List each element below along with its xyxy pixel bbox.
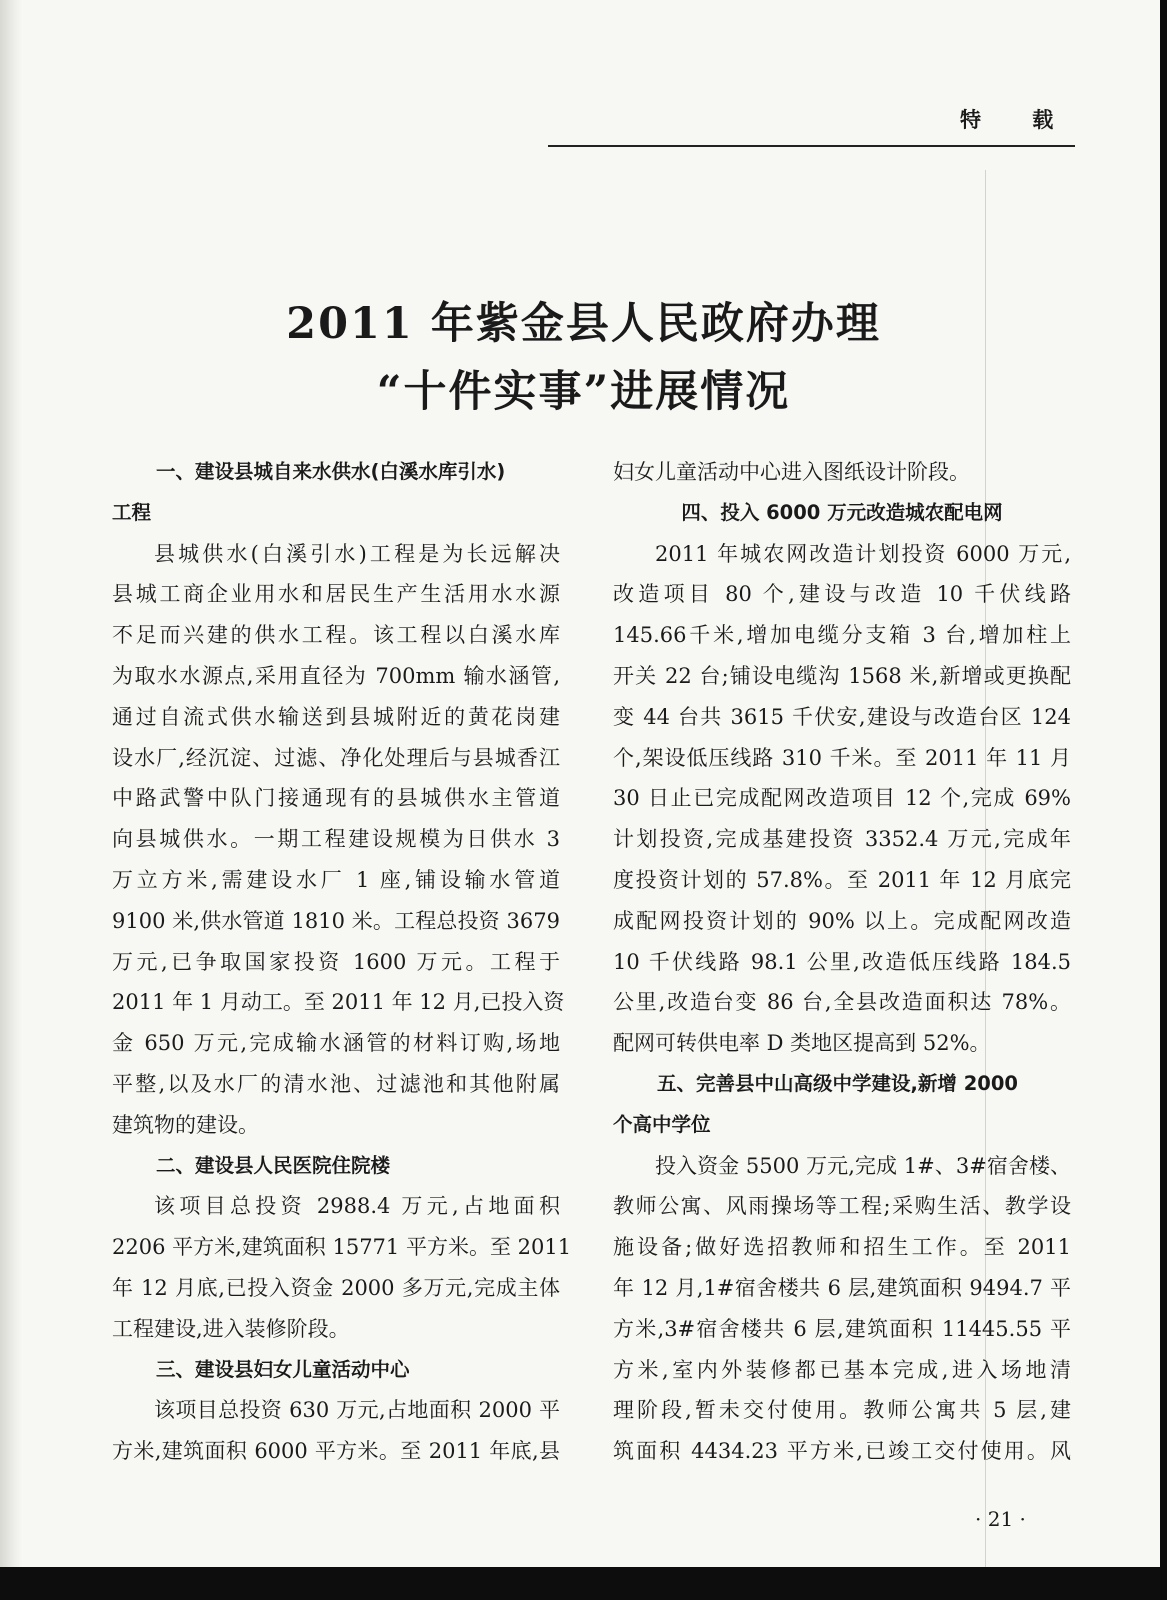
section-heading-4: 四、投入 6000 万元改造城农配电网 xyxy=(681,500,1003,524)
paragraph-line: 向县城供水。一期工程建设规模为日供水 3 xyxy=(112,827,560,852)
paragraph-line: 配网可转供电率 D 类地区提高到 52%。 xyxy=(613,1031,991,1056)
scan-edge-bottom xyxy=(0,1567,1167,1600)
paragraph-line: 方米,建筑面积 6000 平方米。至 2011 年底,县 xyxy=(112,1439,560,1464)
page-title-line-2: “十件实事”进展情况 xyxy=(376,367,791,417)
paragraph-line: 年 12 月底,已投入资金 2000 多万元,完成主体 xyxy=(112,1275,560,1300)
paragraph-line: 改造项目 80 个,建设与改造 10 千伏线路 xyxy=(613,582,1071,607)
paragraph-line: 2206 平方米,建筑面积 15771 平方米。至 2011 xyxy=(112,1235,572,1260)
paragraph-line: 方米,3#宿舍楼共 6 层,建筑面积 11445.55 平 xyxy=(613,1316,1071,1341)
paragraph-line: 成配网投资计划的 90% 以上。完成配网改造 xyxy=(613,908,1071,933)
paragraph-line: 2011 年城农网改造计划投资 6000 万元, xyxy=(655,541,1071,566)
right-column xyxy=(613,452,1071,1472)
paragraph-line: 公里,改造台变 86 台,全县改造面积达 78%。 xyxy=(613,990,1071,1015)
section-heading-1-cont: 工程 xyxy=(112,500,152,524)
paragraph-line: 县城供水(白溪引水)工程是为长远解决 xyxy=(154,541,560,566)
paragraph-line: 施设备;做好选招教师和招生工作。至 2011 xyxy=(613,1235,1071,1260)
paragraph-line: 不足而兴建的供水工程。该工程以白溪水库 xyxy=(112,623,560,648)
paragraph-line: 设水厂,经沉淀、过滤、净化处理后与县城香江 xyxy=(112,745,560,770)
section-rule xyxy=(548,145,1075,147)
paragraph-line: 30 日止已完成配网改造项目 12 个,完成 69% xyxy=(613,786,1071,811)
paragraph-line: 筑面积 4434.23 平方米,已竣工交付使用。风 xyxy=(613,1439,1071,1464)
paragraph-line: 变 44 台共 3615 千伏安,建设与改造台区 124 xyxy=(613,704,1071,729)
paragraph-line: 10 千伏线路 98.1 公里,改造低压线路 184.5 xyxy=(613,949,1071,974)
paragraph-line: 该项目总投资 2988.4 万元,占地面积 xyxy=(154,1194,560,1219)
paragraph-line: 该项目总投资 630 万元,占地面积 2000 平 xyxy=(154,1398,560,1423)
paragraph-line: 金 650 万元,完成输水涵管的材料订购,场地 xyxy=(112,1031,560,1056)
paragraph-line: 建筑物的建设。 xyxy=(112,1112,259,1137)
section-heading-5: 五、完善县中山高级中学建设,新增 2000 xyxy=(657,1071,1018,1095)
page-number: · 21 · xyxy=(975,1507,1026,1531)
paragraph-line: 9100 米,供水管道 1810 米。工程总投资 3679 xyxy=(112,908,560,933)
paragraph-line: 为取水水源点,采用直径为 700mm 输水涵管, xyxy=(112,663,560,688)
section-heading-5-cont: 个高中学位 xyxy=(613,1112,711,1136)
paragraph-line: 计划投资,完成基建投资 3352.4 万元,完成年 xyxy=(613,827,1071,852)
section-heading-1: 一、建设县城自来水供水(白溪水库引水) xyxy=(156,460,506,483)
page-binding-shadow xyxy=(0,0,22,1600)
paragraph-line: 万元,已争取国家投资 1600 万元。工程于 xyxy=(112,949,560,974)
paragraph-line: 平整,以及水厂的清水池、过滤池和其他附属 xyxy=(112,1071,560,1096)
paragraph-line: 通过自流式供水输送到县城附近的黄花岗建 xyxy=(112,704,560,729)
paragraph-line: 中路武警中队门接通现有的县城供水主管道 xyxy=(112,786,560,811)
paragraph-line: 开关 22 台;铺设电缆沟 1568 米,新增或更换配 xyxy=(613,663,1071,688)
page-title-line-1: 2011 年紫金县人民政府办理 xyxy=(286,299,881,349)
paragraph-line: 个,架设低压线路 310 千米。至 2011 年 11 月 xyxy=(613,745,1071,770)
section-heading-3: 三、建设县妇女儿童活动中心 xyxy=(156,1357,410,1381)
paragraph-line: 妇女儿童活动中心进入图纸设计阶段。 xyxy=(613,460,970,484)
paragraph-line: 年 12 月,1#宿舍楼共 6 层,建筑面积 9494.7 平 xyxy=(613,1275,1071,1300)
paragraph-line: 县城工商企业用水和居民生产生活用水水源 xyxy=(112,582,560,607)
paragraph-line: 2011 年 1 月动工。至 2011 年 12 月,已投入资 xyxy=(112,990,565,1015)
paragraph-line: 度投资计划的 57.8%。至 2011 年 12 月底完 xyxy=(613,867,1071,892)
paragraph-line: 教师公寓、风雨操场等工程;采购生活、教学设 xyxy=(613,1194,1071,1219)
scan-edge-right xyxy=(1160,0,1167,1600)
paragraph-line: 理阶段,暂未交付使用。教师公寓共 5 层,建 xyxy=(613,1398,1071,1423)
section-label: 特 载 xyxy=(960,108,1076,132)
paragraph-line: 投入资金 5500 万元,完成 1#、3#宿舍楼、 xyxy=(655,1153,1071,1178)
paragraph-line: 工程建设,进入装修阶段。 xyxy=(112,1316,350,1341)
left-column xyxy=(112,452,572,1472)
paragraph-line: 145.66千米,增加电缆分支箱 3 台,增加柱上 xyxy=(613,623,1071,648)
paragraph-line: 万立方米,需建设水厂 1 座,铺设输水管道 xyxy=(112,867,560,892)
section-heading-2: 二、建设县人民医院住院楼 xyxy=(156,1153,391,1177)
paragraph-line: 方米,室内外装修都已基本完成,进入场地清 xyxy=(613,1357,1071,1382)
